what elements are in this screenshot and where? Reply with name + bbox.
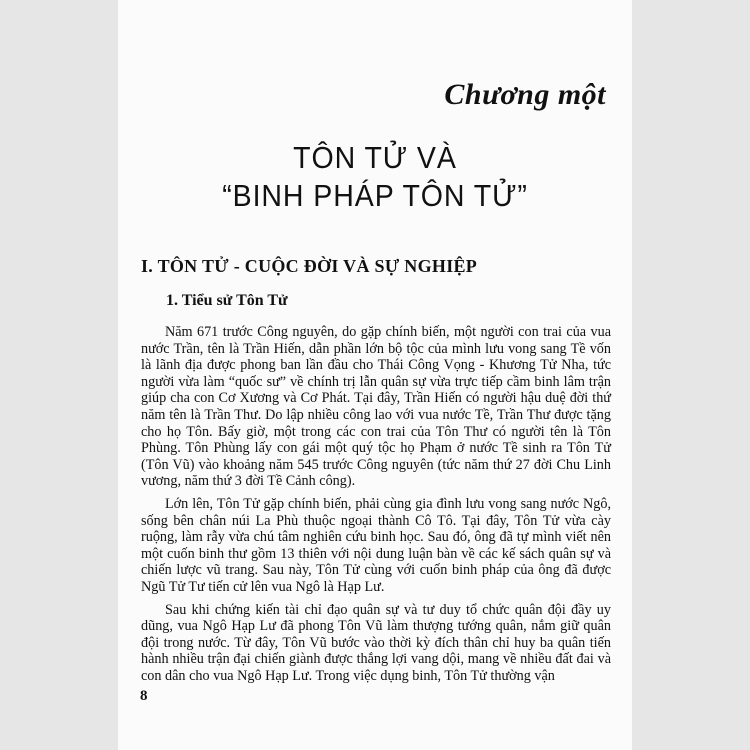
- page-number: 8: [140, 688, 148, 704]
- chapter-title-line-2: “BINH PHÁP TÔN TỬ”: [222, 178, 528, 213]
- chapter-title-line-1: TÔN TỬ VÀ: [293, 140, 457, 175]
- subsection-heading: 1. Tiểu sử Tôn Tử: [166, 292, 288, 309]
- chapter-label: Chương một: [444, 78, 606, 111]
- section-heading: I. TÔN TỬ - CUỘC ĐỜI VÀ SỰ NGHIỆP: [141, 256, 478, 276]
- paragraph: Lớn lên, Tôn Tử gặp chính biến, phải cùng gia đình lưu vong sang nước Ngô, sống bên chân núi La Phù thuộc ngoại thành Cô Tô. Tại đây, Tôn Tử vừa cày ruộng, làm rẫy vừa chú tâm nghiên cứu binh học. Sau đó, ông đã tự mình viết nên một cuốn binh thư gồm 13 thiên với nội dung luận bàn về các kế sách quân sự và chiến lược vũ trang. Sau này, Tôn Tử cùng với cuốn binh pháp của ông đã được Ngũ Tử Tư tiến cử lên vua Ngô là Hạp Lư.: [141, 495, 611, 595]
- paragraph: Năm 671 trước Công nguyên, do gặp chính biến, một người con trai của vua nước Trần, tên là Trần Hiến, dẫn phần lớn bộ tộc của mình lưu vong sang Tề vốn là lãnh địa được phong ban lần đầu cho Thái Công Vọng - Khương Tử Nha, tức người vừa làm “quốc sư” về chính trị lẫn quân sự vừa trực tiếp cầm binh lâm trận giúp cha con Cơ Xương và Cơ Phát. Tại đây, Trần Hiến có người hậu duệ đời thứ năm tên là Trần Thư. Do lập nhiều công lao với vua nước Tề, Trần Thư được tặng cho họ Tôn. Bấy giờ, một trong các con trai của Tôn Thư có người tên là Tôn Phùng. Tôn Phùng lấy con gái một quý tộc họ Phạm ở nước Tề sinh ra Tôn Tử (Tôn Vũ) vào khoảng năm 545 trước Công nguyên (tức năm thứ 27 đời Chu Linh vương, năm thứ 3 đời Tề Cảnh công).: [141, 324, 611, 490]
- book-page: [118, 0, 632, 750]
- body-text: [141, 324, 611, 690]
- paragraph: Sau khi chứng kiến tài chỉ đạo quân sự và tư duy tổ chức quân đội đầy uy dũng, vua Ngô Hạp Lư đã phong Tôn Vũ làm thượng tướng quân, nắm giữ quân đội trong nước. Từ đây, Tôn Vũ bước vào thời kỳ đích thân chỉ huy ba quân tiến hành nhiều trận đại chiến giành được thắng lợi vang dội, mang về nhiều đất đai và con dân cho vua Ngô Hạp Lư. Trong việc dụng binh, Tôn Tử thường vận: [141, 601, 611, 684]
